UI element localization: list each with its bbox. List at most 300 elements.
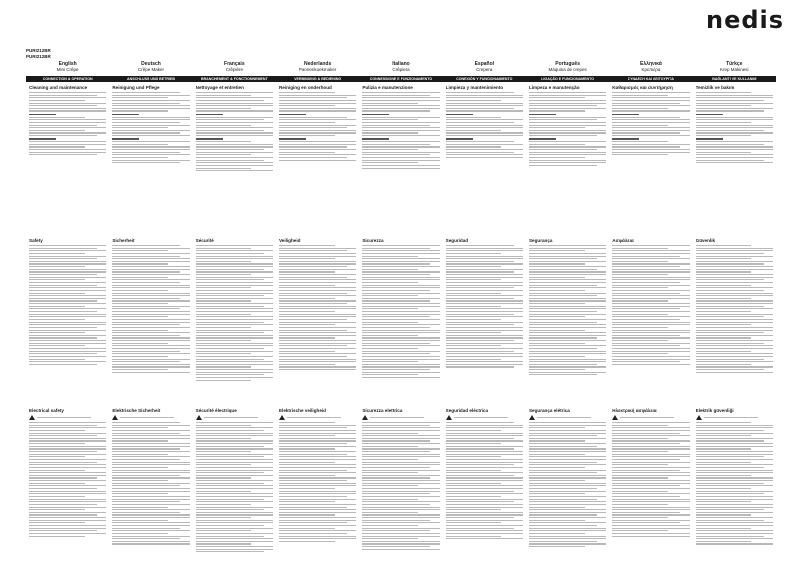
text-line: [446, 491, 514, 492]
text-line: [696, 122, 752, 123]
text-line: [446, 110, 523, 111]
text-line: [529, 311, 597, 312]
text-line: [612, 146, 680, 147]
text-line: [29, 499, 106, 500]
text-line: [29, 103, 106, 104]
text-line: [112, 528, 180, 529]
text-line: [696, 279, 764, 280]
text-line: [529, 154, 606, 155]
text-line: [362, 263, 430, 264]
section-heading: Sécurité électrique: [195, 408, 237, 413]
text-line: [362, 306, 439, 307]
text-line: [696, 538, 773, 539]
subheading-line: [446, 114, 473, 116]
text-line: [529, 446, 597, 447]
language-column: [26, 85, 109, 185]
body-text: [29, 245, 106, 365]
text-line: [112, 92, 180, 93]
text-line: [612, 300, 668, 301]
text-line: [196, 541, 273, 542]
text-line: [696, 351, 752, 352]
text-line: [279, 501, 335, 502]
text-line: [112, 340, 189, 341]
text-line: [362, 440, 430, 441]
text-line: [112, 372, 189, 373]
text-line: [196, 345, 273, 346]
text-line: [529, 425, 606, 426]
text-line: [279, 530, 356, 531]
text-line: [279, 146, 347, 147]
text-line: [279, 541, 335, 542]
text-line: [112, 332, 189, 333]
text-line: [112, 117, 189, 118]
text-line: [529, 467, 585, 468]
text-line: [362, 322, 418, 323]
text-line: [112, 501, 180, 502]
text-line: [196, 501, 273, 502]
text-line: [112, 427, 168, 428]
text-line: [279, 528, 335, 529]
text-line: [196, 462, 273, 463]
text-line: [279, 512, 356, 513]
text-line: [612, 459, 680, 460]
text-line: [196, 298, 273, 299]
language-column: [443, 238, 526, 388]
text-line: [196, 353, 252, 354]
text-line: [29, 149, 106, 150]
text-line: [529, 282, 606, 283]
text-line: [279, 110, 356, 111]
text-line: [362, 261, 439, 262]
text-line: [612, 117, 680, 118]
text-line: [196, 263, 273, 264]
text-line: [196, 125, 252, 126]
text-line: [112, 493, 168, 494]
text-line: [446, 314, 514, 315]
text-line: [612, 483, 689, 484]
text-line: [362, 496, 439, 497]
text-line: [612, 319, 680, 320]
text-line: [196, 512, 273, 513]
text-line: [612, 353, 668, 354]
text-line: [446, 303, 523, 304]
text-line: [446, 512, 523, 513]
text-line: [196, 144, 273, 145]
text-line: [279, 366, 356, 367]
text-line: [446, 300, 523, 301]
text-line: [446, 135, 523, 136]
text-line: [696, 319, 773, 320]
text-line: [529, 356, 585, 357]
text-line: [446, 493, 523, 494]
text-line: [279, 438, 356, 439]
text-line: [529, 440, 585, 441]
text-line: [612, 144, 689, 145]
text-line: [29, 332, 85, 333]
text-line: [29, 443, 85, 444]
language-subtitle: Mini Crêpe: [56, 67, 79, 72]
text-line: [362, 144, 430, 145]
text-line: [446, 533, 523, 534]
text-line: [696, 308, 773, 309]
text-line: [196, 377, 273, 378]
section-heading: Sicurezza elettrica: [362, 408, 403, 413]
text-line: [612, 438, 668, 439]
text-line: [446, 295, 523, 296]
text-line: [29, 530, 97, 531]
section-heading: Segurança: [528, 238, 553, 243]
text-line: [529, 348, 597, 349]
product-code: PURI212BR: [26, 54, 51, 59]
text-line: [29, 507, 106, 508]
text-line: [279, 108, 356, 109]
text-line: [696, 372, 773, 373]
text-line: [362, 462, 439, 463]
text-line: [112, 324, 180, 325]
text-line: [696, 456, 764, 457]
text-line: [29, 316, 106, 317]
text-line: [29, 459, 106, 460]
body-text: [529, 92, 606, 166]
text-line: [446, 322, 523, 323]
language-name: Nederlands: [304, 61, 332, 67]
text-line: [362, 464, 439, 465]
text-line: [529, 443, 606, 444]
language-header-row: [26, 62, 776, 75]
text-line: [362, 372, 439, 373]
text-line: [196, 105, 273, 106]
body-text: [529, 245, 606, 375]
text-line: [362, 300, 430, 301]
text-line: [29, 322, 106, 323]
text-line: [196, 306, 264, 307]
text-line: [196, 543, 252, 544]
text-line: [612, 491, 668, 492]
text-line: [362, 456, 439, 457]
text-line: [696, 290, 764, 291]
text-line: [696, 271, 752, 272]
text-line: [529, 165, 597, 166]
text-line: [112, 543, 189, 544]
text-line: [362, 100, 439, 101]
language-column: [109, 238, 192, 388]
text-line: [196, 97, 273, 98]
text-line: [29, 491, 106, 492]
text-line: [362, 536, 439, 537]
text-line: [446, 245, 514, 246]
text-line: [529, 303, 585, 304]
warning-icon: [362, 415, 368, 420]
text-line: [529, 327, 606, 328]
language-name: Español: [474, 61, 495, 67]
text-line: [446, 454, 523, 455]
text-line: [112, 293, 189, 294]
language-name: Italiano: [392, 61, 410, 67]
text-line: [696, 477, 773, 478]
text-line: [529, 374, 597, 375]
text-line: [446, 504, 523, 505]
text-line: [696, 146, 773, 147]
text-line: [529, 538, 606, 539]
text-line: [612, 287, 668, 288]
text-line: [362, 340, 439, 341]
text-line: [362, 125, 430, 126]
text-line: [612, 303, 689, 304]
text-line: [446, 507, 523, 508]
language-column-header: [26, 62, 109, 75]
text-line: [696, 491, 773, 492]
text-line: [529, 541, 597, 542]
text-line: [362, 546, 430, 547]
text-line: [612, 95, 668, 96]
text-line: [696, 438, 773, 439]
text-line: [112, 146, 189, 147]
text-line: [112, 103, 180, 104]
text-line: [196, 311, 273, 312]
text-line: [29, 122, 106, 123]
text-line: [612, 282, 680, 283]
text-line: [279, 433, 356, 434]
text-line: [446, 92, 514, 93]
text-line: [362, 364, 439, 365]
language-subtitle: Pannenkoekmaker: [298, 67, 337, 72]
text-line: [29, 269, 106, 270]
text-line: [112, 125, 189, 126]
text-line: [29, 454, 106, 455]
section-heading: Ασφάλεια: [612, 238, 634, 243]
text-line: [446, 353, 523, 354]
text-line: [29, 430, 85, 431]
text-line: [196, 316, 273, 317]
text-line: [529, 130, 606, 131]
text-line: [362, 427, 439, 428]
text-line: [112, 438, 189, 439]
text-line: [196, 480, 273, 481]
text-line: [612, 517, 668, 518]
text-line: [529, 127, 585, 128]
text-line: [279, 443, 347, 444]
text-line: [362, 248, 430, 249]
text-line: [612, 456, 689, 457]
text-line: [112, 306, 189, 307]
text-line: [529, 248, 606, 249]
text-line: [529, 95, 606, 96]
subheading-line: [696, 114, 723, 116]
text-line: [196, 496, 273, 497]
text-line: [362, 369, 430, 370]
text-line: [29, 337, 97, 338]
text-line: [279, 446, 356, 447]
text-line: [29, 340, 106, 341]
text-line: [696, 287, 773, 288]
text-line: [370, 417, 424, 418]
text-line: [112, 530, 189, 531]
text-line: [446, 361, 523, 362]
text-line: [29, 300, 97, 301]
text-line: [446, 456, 502, 457]
text-line: [529, 351, 606, 352]
text-line: [29, 306, 85, 307]
text-line: [279, 279, 356, 280]
text-line: [279, 361, 356, 362]
text-line: [29, 250, 106, 251]
text-line: [196, 493, 273, 494]
text-line: [612, 530, 668, 531]
text-line: [362, 501, 439, 502]
text-line: [279, 345, 347, 346]
text-line: [696, 248, 773, 249]
text-line: [529, 528, 606, 529]
text-line: [279, 125, 356, 126]
text-line: [112, 356, 168, 357]
text-line: [29, 451, 97, 452]
text-line: [612, 248, 668, 249]
text-line: [196, 499, 264, 500]
text-line: [612, 271, 689, 272]
text-line: [29, 287, 106, 288]
text-line: [112, 303, 168, 304]
text-line: [29, 152, 106, 153]
text-line: [196, 427, 273, 428]
text-line: [196, 258, 273, 259]
text-line: [362, 282, 418, 283]
text-line: [446, 359, 502, 360]
text-line: [196, 438, 252, 439]
text-line: [696, 314, 773, 315]
section-bar-label: ΣΥΝΔΕΣΗ ΚΑΙ ΛΕΙΤΟΥΡΓΙΑ: [627, 77, 675, 81]
text-line: [112, 446, 189, 447]
text-line: [279, 322, 356, 323]
text-line: [112, 488, 189, 489]
section-heading: Temizlik ve bakım: [695, 85, 735, 90]
text-line: [279, 514, 335, 515]
text-line: [537, 417, 591, 418]
language-column: [693, 408, 776, 558]
text-line: [529, 456, 606, 457]
warning-icon: [279, 415, 285, 420]
text-line: [446, 261, 514, 262]
section-bar-label: ANSCHLUSS UND BETRIEB: [127, 77, 175, 81]
text-line: [279, 100, 356, 101]
language-column: [193, 85, 276, 185]
language-name: Türkçe: [726, 61, 743, 67]
text-line: [362, 308, 418, 309]
text-line: [612, 266, 680, 267]
text-line: [696, 132, 773, 133]
text-line: [196, 425, 252, 426]
text-line: [362, 422, 439, 423]
text-line: [362, 451, 430, 452]
text-line: [112, 536, 189, 537]
text-line: [196, 245, 273, 246]
text-line: [112, 285, 189, 286]
language-subtitle: Krep Makinesi: [720, 67, 749, 72]
text-line: [29, 298, 106, 299]
electrical-row: [26, 408, 776, 558]
text-line: [29, 108, 106, 109]
text-line: [529, 141, 606, 142]
text-line: [196, 525, 264, 526]
text-line: [696, 266, 773, 267]
text-line: [112, 533, 168, 534]
text-line: [29, 501, 106, 502]
text-line: [29, 256, 106, 257]
text-line: [696, 348, 773, 349]
text-line: [362, 543, 439, 544]
subheading-line: [529, 138, 556, 140]
text-line: [279, 538, 356, 539]
section-heading: Pulizia e manutenzione: [362, 85, 413, 90]
text-line: [29, 274, 97, 275]
text-line: [529, 451, 606, 452]
language-column-header: [109, 62, 192, 75]
text-line: [612, 464, 668, 465]
text-line: [279, 485, 356, 486]
section-heading: Nettoyage et entretien: [195, 85, 244, 90]
text-line: [696, 135, 752, 136]
text-line: [196, 520, 273, 521]
text-line: [529, 520, 585, 521]
text-line: [529, 277, 585, 278]
subheading-line: [112, 138, 139, 140]
text-line: [29, 353, 97, 354]
text-line: [529, 108, 606, 109]
text-line: [446, 141, 514, 142]
text-line: [112, 330, 168, 331]
text-line: [696, 105, 752, 106]
text-line: [29, 533, 106, 534]
text-line: [112, 141, 189, 142]
section-heading: Καθαρισμός και συντήρηση: [612, 85, 673, 90]
text-line: [29, 100, 85, 101]
text-line: [696, 97, 773, 98]
text-line: [529, 117, 606, 118]
text-line: [112, 271, 180, 272]
warning-icon: [196, 415, 202, 420]
text-line: [696, 157, 773, 158]
text-line: [612, 430, 689, 431]
text-line: [29, 303, 106, 304]
text-line: [29, 528, 106, 529]
text-line: [362, 374, 418, 375]
text-line: [446, 470, 502, 471]
text-line: [279, 92, 335, 93]
text-line: [696, 488, 752, 489]
text-line: [196, 127, 273, 128]
text-line: [612, 351, 689, 352]
text-line: [612, 427, 689, 428]
text-line: [196, 160, 264, 161]
text-line: [362, 271, 439, 272]
text-line: [112, 343, 168, 344]
text-line: [29, 95, 97, 96]
text-line: [529, 271, 606, 272]
text-line: [196, 514, 273, 515]
text-line: [362, 157, 439, 158]
text-line: [612, 261, 668, 262]
text-line: [696, 324, 752, 325]
text-line: [112, 433, 180, 434]
text-line: [279, 122, 335, 123]
text-line: [29, 488, 97, 489]
text-line: [112, 422, 180, 423]
text-line: [196, 332, 264, 333]
text-line: [696, 303, 773, 304]
text-line: [112, 477, 189, 478]
text-line: [112, 95, 189, 96]
text-line: [529, 340, 606, 341]
warning-label: [196, 415, 273, 420]
